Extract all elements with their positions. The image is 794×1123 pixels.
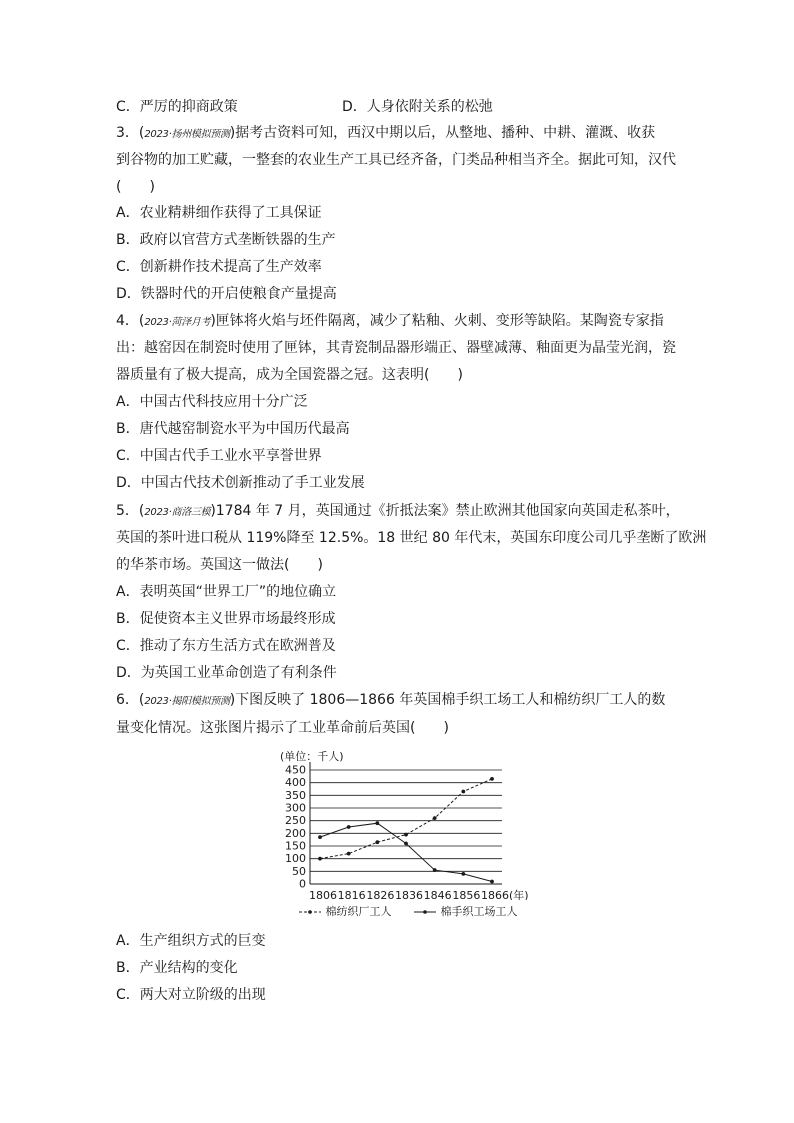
q6-option-b: B．产业结构的变化 — [116, 960, 238, 976]
q5-stem-line2: 英国的茶叶进口税从 119%降至 12.5%。18 世纪 80 年代末，英国东印度公司几乎垄断了欧洲 — [116, 530, 707, 546]
q3-option-c: C．创新耕作技术提高了生产效率 — [116, 259, 322, 275]
x-tick-label: 1866(年) — [481, 889, 529, 900]
y-tick-label: 450 — [285, 763, 306, 777]
chart-plot — [276, 748, 536, 900]
q6-option-c: C．两大对立阶级的出现 — [116, 987, 266, 1003]
q5-number: 5．( — [116, 503, 145, 519]
q2-option-c: C．严厉的抑商政策 — [116, 99, 238, 115]
q3-stem-text1: )据考古资料可知，西汉中期以后，从整地、播种、中耕、灌溉、收获 — [229, 125, 656, 141]
x-tick-label: 1856 — [452, 889, 481, 900]
q4-stem-line1 — [116, 312, 696, 332]
series-0-point — [433, 816, 437, 820]
q5-option-b: B．促使资本主义世界市场最终形成 — [116, 611, 336, 627]
q4-stem-text1: )匣钵将火焰与坯件隔离，减少了粘釉、火刺、变形等缺陷。某陶瓷专家指 — [210, 313, 664, 329]
q4-stem-line3: 器质量有了极大提高，成为全国瓷器之冠。这表明( ) — [116, 367, 463, 383]
series-0-point — [375, 840, 379, 844]
q3-option-a: A．农业精耕细作获得了工具保证 — [116, 205, 322, 221]
y-tick-label: 100 — [285, 852, 306, 866]
x-tick-label: 1836 — [395, 889, 423, 900]
x-tick-label: 1806 — [309, 889, 337, 900]
x-tick-label: 1826 — [366, 889, 395, 900]
y-tick-label: 300 — [285, 801, 306, 815]
q5-option-c: C．推动了东方生活方式在欧洲普及 — [116, 638, 336, 654]
q4-option-d: D．中国古代技术创新推动了手工业发展 — [116, 475, 365, 491]
q3-number: 3．( — [116, 125, 145, 141]
series-line-0 — [320, 779, 492, 859]
q4-source: 2023·菏泽月考 — [144, 317, 211, 328]
legend-item-mill-workers — [298, 903, 392, 919]
y-tick-label: 0 — [299, 877, 306, 891]
q3-option-b: B．政府以官营方式垄断铁器的生产 — [116, 232, 336, 248]
q5-option-a: A．表明英国“世界工厂”的地位确立 — [116, 584, 337, 600]
q6-stem-line2: 量变化情况。这张图片揭示了工业革命前后英国( ) — [116, 720, 449, 736]
chart-unit-label: (单位：千人) — [280, 750, 344, 763]
q5-stem-text1: )1784 年 7 月，英国通过《折抵法案》禁止欧洲其他国家向英国走私茶叶， — [210, 503, 680, 519]
q3-option-d: D．铁器时代的开启使粮食产量提高 — [116, 286, 337, 302]
legend-label-mill-workers: 棉纺织厂工人 — [325, 905, 392, 918]
q4-number: 4．( — [116, 313, 145, 329]
y-tick-label: 250 — [285, 814, 306, 828]
q3-stem-line2: 到谷物的加工贮藏，一整套的农业生产工具已经齐备，门类品种相当齐全。据此可知，汉代 — [116, 152, 676, 168]
q6-stem-text1: )下图反映了 1806—1866 年英国棉手织工场工人和棉纺织厂工人的数 — [229, 692, 666, 708]
series-1-point — [461, 872, 465, 876]
y-tick-label: 350 — [285, 788, 306, 802]
q4-option-b: B．唐代越窑制瓷水平为中国历代最高 — [116, 421, 350, 437]
series-0-point — [404, 833, 408, 837]
q6-number: 6．( — [116, 692, 145, 708]
y-tick-label: 200 — [285, 826, 306, 840]
workers-line-chart — [276, 748, 536, 928]
q4-stem-line2: 出：越窑因在制瓷时使用了匣钵，其青瓷制品器形端正、器壁减薄、釉面更为晶莹光润，瓷 — [116, 340, 676, 356]
q2-option-d: D．人身依附关系的松弛 — [342, 99, 493, 115]
q3-source: 2023·扬州模拟预测 — [144, 129, 230, 140]
q5-option-d: D．为英国工业革命创造了有利条件 — [116, 665, 337, 681]
x-tick-label: 1846 — [423, 889, 452, 900]
q6-source: 2023·揭阳模拟预测 — [144, 696, 230, 707]
y-tick-label: 400 — [285, 776, 306, 790]
legend-item-handloom-workers — [413, 903, 518, 919]
series-0-point — [490, 777, 494, 781]
q6-option-a: A．生产组织方式的巨变 — [116, 933, 266, 949]
y-tick-label: 150 — [285, 839, 306, 853]
q5-source: 2023·商洛三模 — [144, 507, 211, 518]
q4-option-c: C．中国古代手工业水平享誉世界 — [116, 448, 322, 464]
series-1-point — [490, 880, 494, 884]
q6-stem-line1 — [116, 691, 696, 711]
q5-stem-line3: 的华茶市场。英国这一做法( ) — [116, 557, 323, 573]
legend-solid-line-icon — [413, 908, 437, 916]
y-tick-label: 50 — [292, 864, 306, 878]
x-tick-label: 1816 — [337, 889, 366, 900]
q3-stem-line3: ( ) — [116, 179, 155, 195]
series-1-point — [433, 868, 437, 872]
series-0-point — [318, 857, 322, 861]
q5-stem-line1 — [116, 502, 696, 522]
series-line-1 — [320, 823, 492, 881]
q3-stem-line1 — [116, 124, 696, 144]
q4-option-a: A．中国古代科技应用十分广泛 — [116, 394, 308, 410]
legend-label-handloom-workers: 棉手织工场工人 — [440, 905, 518, 918]
series-1-point — [375, 821, 379, 825]
series-1-point — [318, 835, 322, 839]
chart-legend — [298, 903, 536, 919]
series-0-point — [461, 790, 465, 794]
series-1-point — [347, 825, 351, 829]
legend-dashed-line-icon — [298, 908, 322, 916]
series-0-point — [347, 852, 351, 856]
series-1-point — [404, 842, 408, 846]
